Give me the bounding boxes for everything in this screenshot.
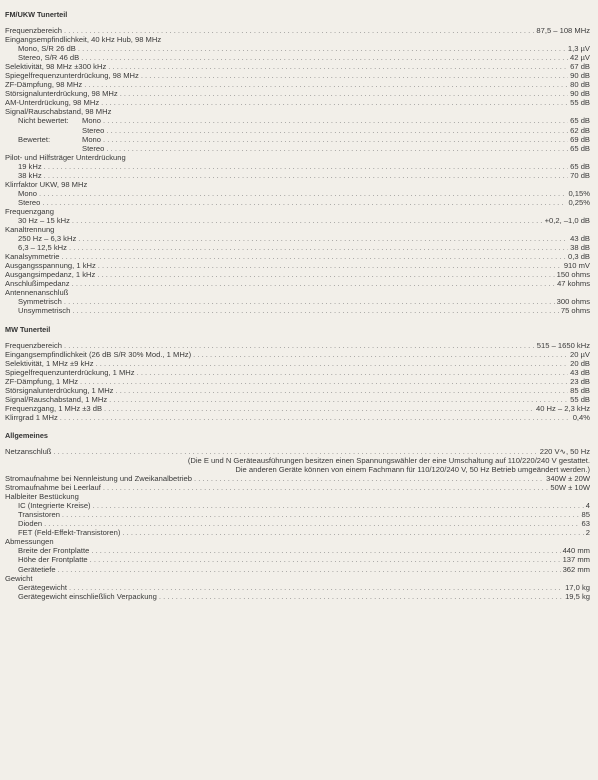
spec-row: Spiegelfrequenzunterdrückung, 98 MHz . . . 90 dB [5, 71, 590, 80]
spec-group-heading: Kanaltrennung [5, 225, 55, 235]
spec-row: Unsymmetrisch . . . 75 ohms [5, 306, 590, 315]
spec-row: Nicht bewertet: Mono . . . 65 dB [5, 116, 590, 125]
spec-row: Anschlußimpedanz . . . 47 kohms [5, 279, 590, 288]
spec-group-heading: Halbleiter Bestückung [5, 492, 79, 502]
spec-row: 30 Hz – 15 kHz . . . +0,2, –1,0 dB [5, 216, 590, 225]
spec-row: Eingangsempfindlichkeit (26 dB S/R 30% Mod., 1 MHz) . . . 20 µV [5, 350, 590, 359]
spec-group-heading: Signal/Rauschabstand, 98 MHz [5, 107, 112, 117]
spec-row: Stereo . . . 0,25% [5, 198, 590, 207]
spec-row: Breite der Frontplatte . . . 440 mm [5, 546, 590, 555]
spec-row: 6,3 – 12,5 kHz . . . 38 dB [5, 243, 590, 252]
spec-row: Ausgangsimpedanz, 1 kHz . . . 150 ohms [5, 270, 590, 279]
spec-row: IC (Integrierte Kreise) . . . 4 [5, 501, 590, 510]
spec-row: Kanalsymmetrie . . . 0,3 dB [5, 252, 590, 261]
spec-row: Stromaufnahme bei Leerlauf . . . 50W ± 10W [5, 483, 590, 492]
spec-row: Netzanschluß . . . 220 V∿, 50 Hz [5, 447, 590, 456]
spec-row: Transistoren . . . 85 [5, 510, 590, 519]
spec-row: 38 kHz . . . 70 dB [5, 171, 590, 180]
spec-row: 19 kHz . . . 65 dB [5, 162, 590, 171]
spec-row: Klirrgrad 1 MHz . . . 0,4% [5, 413, 590, 422]
spec-row: Störsignalunterdrückung, 98 MHz . . . 90 dB [5, 89, 590, 98]
spec-row: Frequenzbereich . . . 515 – 1650 kHz [5, 341, 590, 350]
spec-row: Dioden . . . 63 [5, 519, 590, 528]
spec-group-heading: Frequenzgang [5, 206, 54, 216]
spec-row: Gerätegewicht . . . 17,0 kg [5, 583, 590, 592]
spec-group-heading: Abmessungen [5, 537, 54, 547]
spec-row: AM-Unterdrückung, 98 MHz . . . 55 dB [5, 98, 590, 107]
spec-row: Frequenzbereich . . . 87,5 – 108 MHz [5, 26, 590, 35]
spec-row: Selektivität, 98 MHz ±300 kHz . . . 67 dB [5, 62, 590, 71]
spec-row: Stereo . . . 62 dB [5, 126, 590, 135]
spec-row: Bewertet: Mono . . . 69 dB [5, 135, 590, 144]
spec-row: Signal/Rauschabstand, 1 MHz . . . 55 dB [5, 395, 590, 404]
spec-row: Stromaufnahme bei Nennleistung und Zweikanalbetrieb . . . 340W ± 20W [5, 474, 590, 483]
spec-row: Mono, S/R 26 dB . . . 1,3 µV [5, 44, 590, 53]
spec-row: Stereo . . . 65 dB [5, 144, 590, 153]
spec-row: Gerätegewicht einschließlich Verpackung . . . 19,5 kg [5, 592, 590, 601]
spec-row: Gerätetiefe . . . 362 mm [5, 565, 590, 574]
spec-row: Symmetrisch . . . 300 ohms [5, 297, 590, 306]
spec-row: Spiegelfrequenzunterdrückung, 1 MHz . . . 43 dB [5, 368, 590, 377]
mw-section-title: MW Tunerteil [5, 324, 51, 334]
spec-row: FET (Feld-Effekt-Transistoren) . . . 2 [5, 528, 590, 537]
spec-row: Mono . . . 0,15% [5, 189, 590, 198]
voltage-note: (Die E und N Geräteausführungen besitzen einen Spannungswähler der eine Umschaltung auf 110/220/240 V gestattet. [187, 455, 590, 465]
spec-group-heading: Antennenanschluß [5, 288, 69, 298]
spec-row: Frequenzgang, 1 MHz ±3 dB . . . 40 Hz – 2,3 kHz [5, 404, 590, 413]
spec-group-heading: Pilot- und Hilfsträger Unterdrückung [5, 152, 126, 162]
voltage-note: Die anderen Geräte können von einem Fachmann für 110/120/240 V, 50 Hz Betrieb umgeändert werden.) [235, 465, 590, 475]
spec-group-heading: Gewicht [5, 573, 33, 583]
spec-row: Stereo, S/R 46 dB . . . 42 µV [5, 53, 590, 62]
fm-section-title: FM/UKW Tunerteil [5, 10, 68, 19]
spec-row: Höhe der Frontplatte . . . 137 mm [5, 555, 590, 564]
spec-row: 250 Hz – 6,3 kHz . . . 43 dB [5, 234, 590, 243]
spec-row: Selektivität, 1 MHz ±9 kHz . . . 20 dB [5, 359, 590, 368]
spec-row: Ausgangsspannung, 1 kHz . . . 910 mV [5, 261, 590, 270]
spec-row: ZF-Dämpfung, 98 MHz . . . 80 dB [5, 80, 590, 89]
spec-group-heading: Klirrfaktor UKW, 98 MHz [5, 179, 88, 189]
spec-group-heading: Eingangsempfindlichkeit, 40 kHz Hub, 98 MHz [5, 35, 162, 45]
spec-row: ZF-Dämpfung, 1 MHz . . . 23 dB [5, 377, 590, 386]
general-section-title: Allgemeines [5, 430, 48, 440]
spec-row: Störsignalunterdrückung, 1 MHz . . . 85 dB [5, 386, 590, 395]
